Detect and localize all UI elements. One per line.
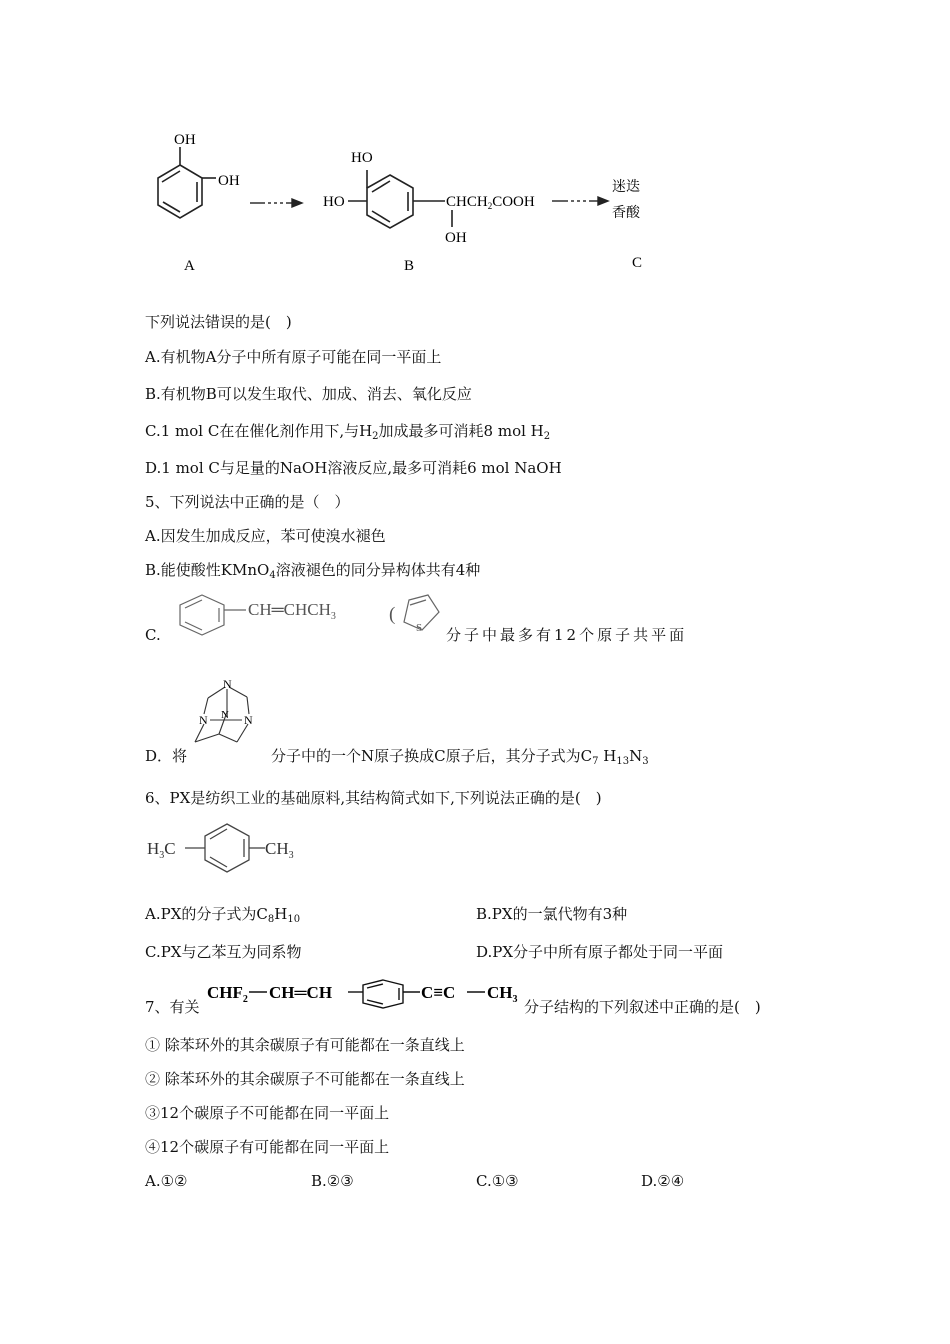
q5-d-n4: N [221, 709, 229, 721]
arrow-2 [552, 197, 608, 205]
q5-option-c-text: 分子中最多有12个原子共平面 [446, 626, 688, 644]
q7-option-a: A.①② [145, 1172, 188, 1190]
q5-stem: 5、下列说法中正确的是（ ） [145, 493, 350, 511]
q5-d-n2: N [199, 713, 208, 727]
q6-h3c: $H_3C$ [147, 839, 176, 861]
q5-c-formula: $CH═CHCH_3$ [248, 600, 336, 622]
q7-option-d: D.②④ [641, 1172, 685, 1190]
label-a: A [184, 258, 195, 274]
q4-option-d: D.1 mol C与足量的NaOH溶液反应,最多可消耗6 mol NaOH [145, 459, 562, 477]
q7-stem-suffix: 分子结构的下列叙述中正确的是( ) [524, 998, 761, 1016]
q6-px-structure [145, 818, 305, 878]
q5-option-b: B.能使酸性KMnO$_4$溶液褪色的同分异构体共有4种 [145, 561, 481, 581]
q7-formula-right: C≡C [421, 983, 456, 1002]
q6-option-d: D.PX分子中所有原子都处于同一平面 [476, 943, 724, 961]
q6-stem: 6、PX是纺织工业的基础原料,其结构简式如下,下列说法正确的是( ) [145, 789, 602, 807]
q5-c-sulfur: S [416, 622, 423, 634]
q6-option-b: B.PX的一氯代物有3种 [476, 905, 628, 923]
q4-option-b: B.有机物B可以发生取代、加成、消去、氧化反应 [145, 385, 472, 403]
molecule-b [348, 170, 452, 228]
arrow-1 [250, 199, 302, 207]
q6-option-a: A.PX的分子式为$C_8H_{10}$ [145, 905, 301, 925]
q7-formula-mid: CH═CH [269, 983, 333, 1002]
c-name-line2: 香酸 [612, 206, 640, 221]
a-oh-right: OH [218, 173, 240, 189]
q5-option-c-structure [160, 588, 450, 648]
q5-d-n1: N [223, 677, 232, 691]
q5-option-d-label: D．将 [145, 747, 188, 765]
q7-statement-2: ② 除苯环外的其余碳原子不可能都在一条直线上 [145, 1070, 465, 1088]
b-oh-bottom: OH [445, 230, 467, 246]
q7-option-c: C.①③ [476, 1172, 519, 1190]
reaction-scheme [140, 125, 700, 280]
q7-statement-4: ④12个碳原子有可能都在同一平面上 [145, 1138, 390, 1156]
q4-option-c: C.1 mol C在在催化剂作用下,与$H_2$加成最多可消耗8 mol $H_2$ [145, 422, 551, 442]
q5-option-c-label: C. [145, 626, 161, 644]
q5-d-n3: N [244, 713, 253, 727]
b-chain: $CHCH_2COOH$ [446, 194, 535, 211]
q5-option-d-structure [185, 672, 267, 754]
a-oh-top: OH [174, 132, 196, 148]
q7-statement-1: ① 除苯环外的其余碳原子有可能都在一条直线上 [145, 1036, 465, 1054]
molecule-a [158, 147, 216, 218]
q5-option-d-text: 分子中的一个N原子换成C原子后，其分子式为$C_7$ $H_{13}N_3$ [271, 747, 649, 767]
b-ho-left: HO [323, 194, 345, 210]
c-name-line1: 迷迭 [612, 180, 640, 195]
q7-structure [205, 975, 525, 1015]
q7-statement-3: ③12个碳原子不可能都在同一平面上 [145, 1104, 390, 1122]
q7-formula-left: $CHF_2$ [207, 983, 248, 1005]
b-ho-top: HO [351, 150, 373, 166]
q5-c-paren: ( [389, 604, 396, 625]
q7-option-b: B.②③ [311, 1172, 354, 1190]
q7-stem-prefix: 7、有关 [145, 998, 200, 1016]
q4-option-a: A.有机物A分子中所有原子可能在同一平面上 [145, 348, 442, 366]
label-c: C [632, 255, 643, 271]
reaction-scheme-svg [140, 125, 700, 280]
q6-ch3: $CH_3$ [265, 839, 294, 861]
q7-formula-end: $CH_3$ [487, 983, 518, 1005]
q4-stem: 下列说法错误的是( ) [145, 313, 292, 331]
q6-option-c: C.PX与乙苯互为同系物 [145, 943, 302, 961]
q5-option-a: A.因发生加成反应，苯可使溴水褪色 [145, 527, 386, 545]
label-b: B [404, 258, 415, 274]
